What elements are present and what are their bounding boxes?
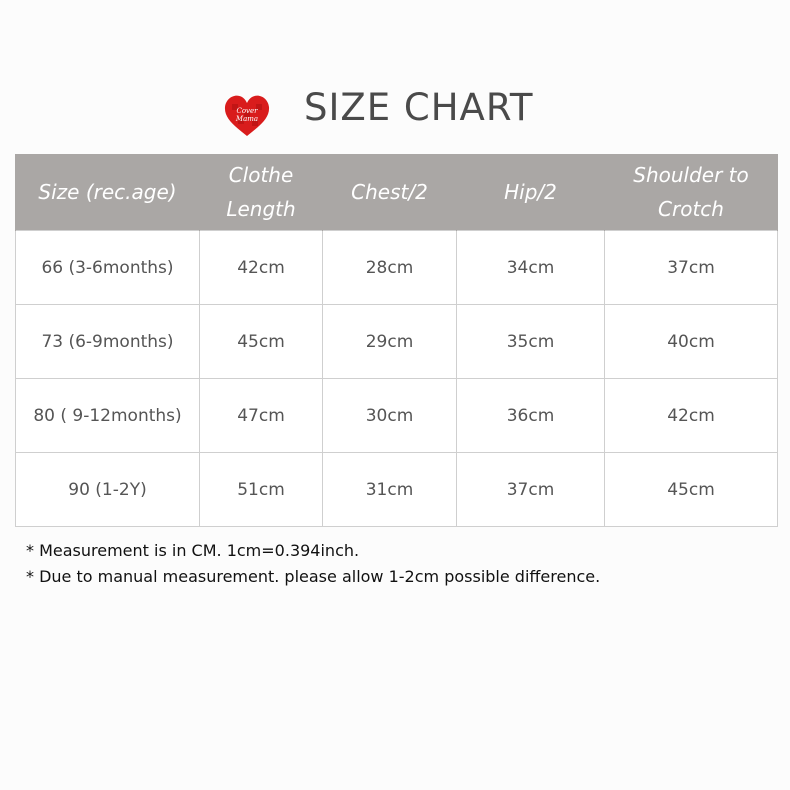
table-row	[16, 453, 778, 527]
logo-text-line2: Mama	[235, 115, 259, 123]
header-clothe-length-line1: Clothe	[228, 163, 294, 187]
header-shoulder-line1: Shoulder to	[633, 163, 749, 187]
page-title: SIZE CHART	[304, 86, 534, 129]
cell-chest: 30cm	[323, 379, 457, 453]
cell-hip: 34cm	[457, 231, 605, 305]
cell-shoulder-to-crotch: 40cm	[605, 305, 778, 379]
cell-clothe-length: 42cm	[200, 231, 323, 305]
cell-clothe-length: 51cm	[200, 453, 323, 527]
header-shoulder-line2: Crotch	[658, 197, 724, 221]
cell-shoulder-to-crotch: 42cm	[605, 379, 778, 453]
cell-hip: 35cm	[457, 305, 605, 379]
table-row	[16, 305, 778, 379]
title-row	[0, 82, 790, 134]
cell-chest: 28cm	[323, 231, 457, 305]
cell-clothe-length: 45cm	[200, 305, 323, 379]
note-measurement-unit: * Measurement is in CM. 1cm=0.394inch.	[26, 541, 360, 560]
header-hip-line1: Hip/2	[504, 180, 557, 204]
header-chest	[323, 154, 457, 231]
heart-logo-icon	[222, 92, 272, 138]
table-header-row	[16, 154, 778, 231]
cell-size: 73 (6-9months)	[16, 305, 200, 379]
logo-text-line1: Cover	[236, 107, 258, 115]
header-clothe-length-line2: Length	[226, 197, 296, 221]
header-chest-line1: Chest/2	[351, 180, 428, 204]
cell-hip: 36cm	[457, 379, 605, 453]
cell-size: 90 (1-2Y)	[16, 453, 200, 527]
table-row	[16, 231, 778, 305]
cell-size: 66 (3-6months)	[16, 231, 200, 305]
cell-hip: 37cm	[457, 453, 605, 527]
header-size	[16, 154, 200, 231]
header-hip	[457, 154, 605, 231]
note-manual-measurement: * Due to manual measurement. please allow 1-2cm possible difference.	[26, 567, 601, 586]
header-shoulder-to-crotch	[605, 154, 778, 231]
cell-size: 80 ( 9-12months)	[16, 379, 200, 453]
notes	[26, 538, 600, 590]
table-row	[16, 379, 778, 453]
header-size-line1: Size (rec.age)	[38, 180, 177, 204]
cell-shoulder-to-crotch: 45cm	[605, 453, 778, 527]
cell-shoulder-to-crotch: 37cm	[605, 231, 778, 305]
cell-clothe-length: 47cm	[200, 379, 323, 453]
header-clothe-length	[200, 154, 323, 231]
size-table	[15, 154, 778, 527]
cell-chest: 31cm	[323, 453, 457, 527]
cell-chest: 29cm	[323, 305, 457, 379]
